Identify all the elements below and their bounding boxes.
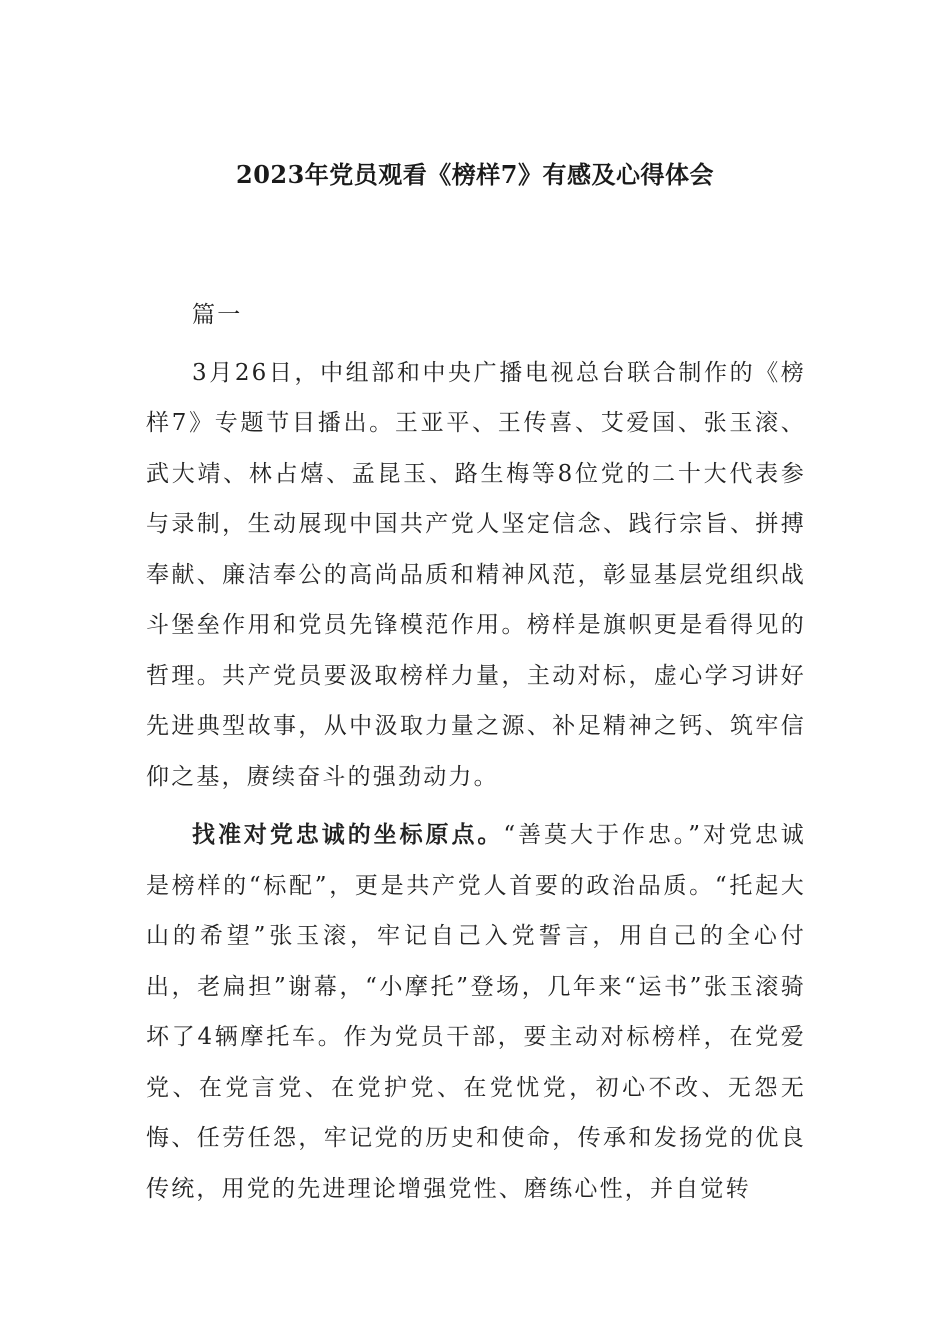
paragraph-2: [146, 810, 806, 1214]
paragraph-1: 3月26日，中组部和中央广播电视总台联合制作的《榜样7》专题节目播出。王亚平、王传喜、艾爱国、张玉滚、武大靖、林占熺、孟昆玉、路生梅等8位党的二十大代表参与录制，生动展现中国共产党人坚定信念、践行宗旨、拼搏奉献、廉洁奉公的高尚品质和精神风范，彰显基层党组织战斗堡垒作用和党员先锋模范作用。榜样是旗帜更是看得见的哲理。共产党员要汲取榜样力量，主动对标，虚心学习讲好先进典型故事，从中汲取力量之源、补足精神之钙、筑牢信仰之基，赓续奋斗的强劲动力。: [146, 359, 806, 790]
paragraph-2-heading: 找准对党忠诚的坐标原点。: [192, 821, 504, 848]
section-label: 篇一: [192, 302, 243, 328]
paragraph-2-body: “善莫大于作忠。”对党忠诚是榜样的“标配”，更是共产党人首要的政治品质。“托起大山的希望”张玉滚，牢记自己入党誓言，用自己的全心付出，老扁担”谢幕，“小摩托”登场，几年来“运书”张玉滚骑坏了4辆摩托车。作为党员干部，要主动对标榜样，在党爱党、在党言党、在党护党、在党忧党，初心不改、无怨无悔、任劳任怨，牢记党的历史和使命，传承和发扬党的优良传统，用党的先进理论增强党性、磨练心性，并自觉转: [146, 822, 806, 1202]
document-body: [146, 290, 806, 1214]
document-title: 2023年党员观看《榜样7》有感及心得体会: [236, 160, 714, 189]
